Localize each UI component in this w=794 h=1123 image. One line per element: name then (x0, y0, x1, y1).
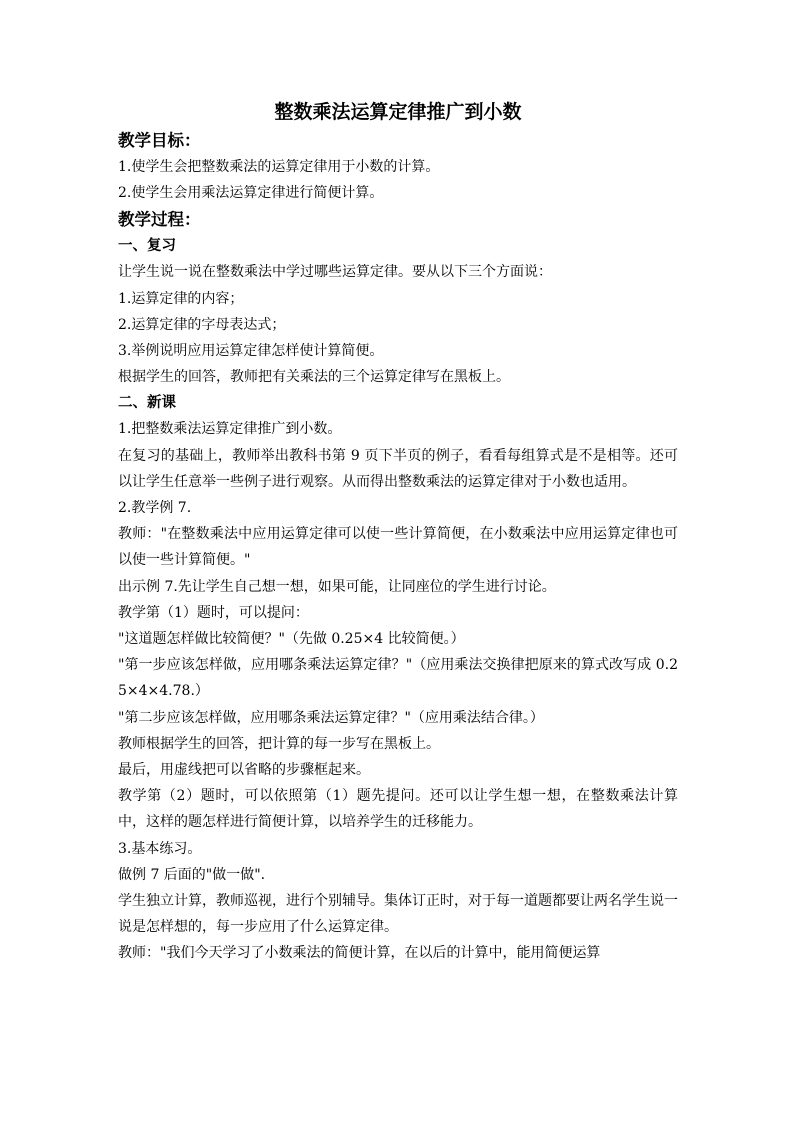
review-paragraph: 2.运算定律的字母表达式； (118, 316, 286, 333)
lesson-paragraph: 学生独立计算，教师巡视，进行个别辅导。集体订正时，对于每一道题都要让两名学生说一说是怎样想的，每一步应用了什么运算定律。 (118, 893, 678, 936)
lesson-paragraph: 最后，用虚线把可以省略的步骤框起来。 (118, 762, 370, 779)
lesson-paragraph: 出示例 7.先让学生自己想一想，如果可能，让同座位的学生进行讨论。 (118, 578, 556, 595)
lesson-paragraph: 教学第（1）题时，可以提问： (118, 604, 309, 621)
goal-item: 2.使学生会用乘法运算定律进行简便计算。 (118, 185, 384, 202)
lesson-paragraph: 教学第（2）题时，可以依照第（1）题先提问。还可以让学生想一想，在整数乘法计算中，这样的题怎样进行简便计算，以培养学生的迁移能力。 (118, 788, 678, 831)
review-heading: 一、复习 (118, 237, 176, 255)
process-heading: 教学过程： (118, 210, 201, 230)
new-lesson-heading: 二、新课 (118, 394, 176, 412)
goal-item: 1.使学生会把整数乘法的运算定律用于小数的计算。 (118, 159, 440, 175)
lesson-paragraph: 3.基本练习。 (118, 840, 202, 857)
lesson-paragraph: "这道题怎样做比较简便？"（先做 0.25×4 比较简便。） (118, 631, 465, 648)
lesson-paragraph: 2.教学例 7. (118, 500, 192, 517)
page-title: 整数乘法运算定律推广到小数 (274, 101, 522, 123)
lesson-paragraph: "第一步应该怎样做，应用哪条乘法运算定律？"（应用乘法交换律把原来的算式改写成 0.25×4×4.78.） (118, 657, 678, 700)
review-paragraph: 让学生说一说在整数乘法中学过哪些运算定律。要从以下三个方面说： (118, 264, 552, 281)
lesson-paragraph: 教师："我们今天学习了小数乘法的简便计算，在以后的计算中，能用简便运算 (118, 945, 601, 962)
lesson-paragraph: 教师："在整数乘法中应用运算定律可以使一些计算简便，在小数乘法中应用运算定律也可以使一些计算简便。" (118, 526, 678, 569)
review-paragraph: 1.运算定律的内容； (118, 290, 244, 307)
review-paragraph: 3.举例说明应用运算定律怎样使计算简便。 (118, 343, 384, 360)
lesson-paragraph: 1.把整数乘法运算定律推广到小数。 (118, 421, 342, 438)
goals-heading: 教学目标： (118, 131, 201, 150)
lesson-paragraph: 教师根据学生的回答，把计算的每一步写在黑板上。 (118, 735, 440, 752)
document-body (118, 97, 678, 967)
lesson-paragraph: 在复习的基础上，教师举出教科书第 9 页下半页的例子，看看每组算式是不是相等。还可以让学生任意举一些例子进行观察。从而得出整数乘法的运算定律对于小数也适用。 (118, 447, 678, 490)
lesson-paragraph: "第二步应该怎样做，应用哪条乘法运算定律？"（应用乘法结合律。） (118, 709, 544, 726)
review-paragraph: 根据学生的回答，教师把有关乘法的三个运算定律写在黑板上。 (118, 369, 510, 386)
lesson-paragraph: 做例 7 后面的"做一做". (118, 866, 266, 883)
